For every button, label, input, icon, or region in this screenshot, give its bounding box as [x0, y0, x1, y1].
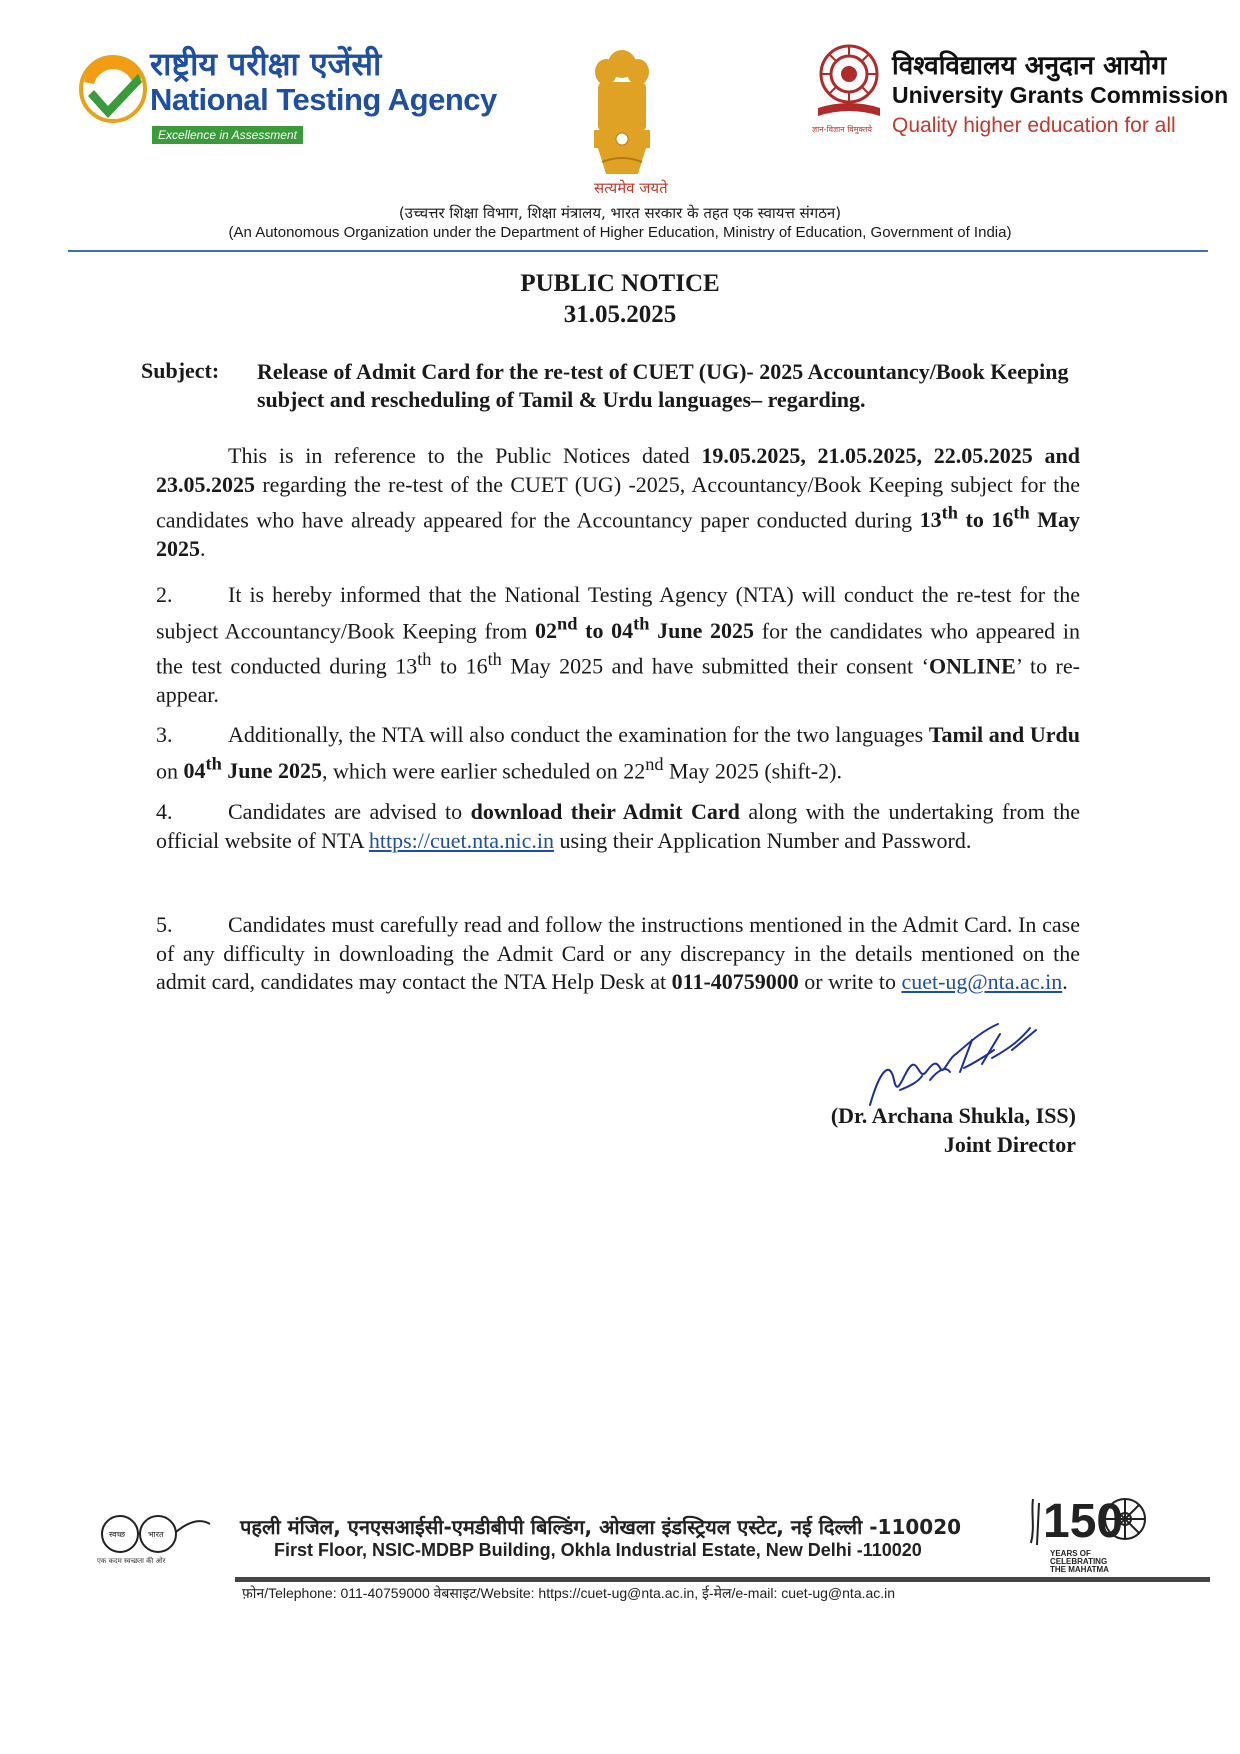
p4-text-a: Candidates are advised to: [228, 799, 471, 824]
p2-c-sup2: th: [487, 649, 502, 670]
signatory-block: [760, 1101, 1076, 1159]
p3-d1: 04: [183, 757, 206, 783]
p2-text-c3: May 2025 and have submitted their consent ‘: [501, 653, 929, 679]
p1-text-a: This is in reference to the Public Notices dated: [228, 443, 702, 468]
p3-text-e2: May 2025 (shift-2).: [663, 757, 842, 783]
gandhi-caption: [1050, 1550, 1109, 1574]
p3-text-e: , which were earlier scheduled on 22: [322, 757, 646, 783]
footer-address-english: First Floor, NSIC-MDBP Building, Okhla Industrial Estate, New Delhi -110020: [274, 1540, 922, 1560]
p1-end: .: [200, 535, 206, 561]
swachh-bharat-logo-icon: [96, 1510, 216, 1558]
p2-text-a: It is hereby informed that the National Testing Agency (NTA) will conduct the re-test for the subject Accountancy/Book Keeping from: [156, 582, 1080, 643]
p2-b1-sup: nd: [557, 613, 578, 634]
p3-d2: June 2025: [221, 757, 323, 783]
ugc-name-english: University Grants Commission: [892, 82, 1229, 108]
footer-contact: फ़ोन/Telephone: 011-40759000 वेबसाइट/Website: https://cuet-ug@nta.ac.in, ई-मेल/e-mail: cuet-ug@nta.ac.in: [242, 1585, 896, 1601]
p4-number: 4.: [156, 799, 173, 824]
ugc-motto-small: ज्ञान-विज्ञान विमुक्तये: [812, 125, 873, 134]
p4-text-d: using their Application Number and Password.: [554, 827, 972, 853]
p1-d1: 13: [919, 507, 942, 533]
p2-c-sup1: th: [417, 649, 432, 670]
p2-b1: 02: [535, 617, 558, 643]
p3-e-sup: nd: [645, 753, 664, 774]
footer-address-hindi: पहली मंजिल, एनएसआईसी-एमडीबीपी बिल्डिंग, ओखला इंडस्ट्रियल एस्टेट, नई दिल्ली -110020: [240, 1515, 962, 1539]
nta-name-hindi: राष्ट्रीय परीक्षा एजेंसी: [150, 45, 382, 83]
p5-text-c: or write to: [798, 969, 902, 994]
p3-text-a: Additionally, the NTA will also conduct the examination for the two languages: [228, 722, 929, 747]
p3-languages: Tamil and Urdu: [928, 722, 1080, 747]
helpdesk-email-link[interactable]: cuet-ug@nta.ac.in: [901, 969, 1063, 994]
notice-title: PUBLIC NOTICE: [520, 270, 720, 297]
nta-name-english: National Testing Agency: [150, 82, 497, 117]
p2-retest-dates: [535, 613, 755, 643]
paragraph-5: [156, 911, 1080, 997]
gandhi-caption-2: CELEBRATING: [1050, 1557, 1108, 1566]
p5-text-a: Candidates must carefully read and follow the instructions mentioned in the Admit Card. In case of any difficulty in downloading the Admit Card or any discrepancy in the details mentioned on the admit card, candidates may contact the NTA Help Desk at: [156, 912, 1080, 994]
p2-b2-sup: th: [633, 613, 650, 634]
p2-end: ’ to re-appear.: [156, 653, 1080, 708]
emblem-motto: सत्यमेव जयते: [594, 179, 668, 197]
p2-b3: June 2025: [649, 617, 755, 643]
subject-label: Subject:: [141, 358, 220, 383]
footer-divider: [235, 1577, 1210, 1582]
p1-text-c: regarding the re-test of the CUET (UG) -2025, Accountancy/Book Keeping subject for the candidates who have already appeared for the Accountancy paper conducted during: [156, 471, 1080, 533]
paragraph-3: [156, 721, 1080, 785]
nta-tagline: Excellence in Assessment: [152, 126, 303, 144]
signatory-designation: Joint Director: [943, 1132, 1076, 1157]
notice-date: 31.05.2025: [563, 301, 677, 328]
signatory-name: (Dr. Archana Shukla, ISS): [830, 1103, 1076, 1128]
gandhi-caption-3: THE MAHATMA: [1050, 1565, 1109, 1574]
gandhi-150-number: 150: [1043, 1495, 1124, 1548]
ugc-tagline: Quality higher education for all: [892, 114, 1176, 137]
p2-online: ONLINE: [928, 653, 1016, 679]
p4-download-admit-card: download their Admit Card: [470, 799, 740, 824]
p4-text-c: along with the undertaking from the official website of NTA: [156, 799, 1080, 853]
p2-b2: to 04: [577, 617, 634, 643]
swachh-left-text: स्वच्छ: [109, 1530, 126, 1539]
helpdesk-phone: 011-40759000: [671, 969, 799, 994]
p1-d3: May 2025: [156, 507, 1081, 561]
paragraph-1: [156, 442, 1080, 563]
p2-text-c2: to 16: [431, 653, 488, 679]
p1-dates: 19.05.2025, 21.05.2025, 22.05.2025 and 23.05.2025: [156, 443, 1080, 497]
paragraph-4: [156, 798, 1080, 855]
p3-number: 3.: [156, 722, 173, 747]
ugc-logo-icon: [812, 42, 886, 124]
notice-heading: [0, 268, 1240, 330]
nta-logo-icon: [76, 52, 150, 126]
org-line-hindi: (उच्चत्तर शिक्षा विभाग, शिक्षा मंत्रालय, भारत सरकार के तहत एक स्वायत्त संगठन): [398, 204, 842, 222]
paragraph-2: [156, 581, 1080, 710]
gandhi-150-logo-icon: [1025, 1493, 1153, 1549]
swachh-right-text: भारत: [148, 1530, 164, 1539]
gandhi-caption-1: YEARS OF: [1050, 1549, 1091, 1558]
p5-end: .: [1062, 969, 1068, 994]
nta-website-link[interactable]: https://cuet.nta.nic.in: [368, 827, 555, 853]
p2-number: 2.: [156, 582, 173, 607]
p1-d2: to 16: [957, 507, 1014, 533]
header-divider: [68, 250, 1208, 252]
p3-d1-sup: th: [205, 753, 222, 774]
national-emblem-icon: [588, 42, 656, 178]
p1-d2-sup: th: [1013, 503, 1030, 523]
org-line-english: (An Autonomous Organization under the Department of Higher Education, Ministry of Education, Government of India): [228, 224, 1012, 241]
p3-date: [183, 753, 323, 783]
ugc-name-hindi: विश्वविद्यालय अनुदान आयोग: [892, 51, 1167, 81]
p1-d1-sup: th: [941, 503, 958, 523]
p5-number: 5.: [156, 912, 173, 937]
p3-text-c: on: [156, 757, 184, 783]
swachh-caption: एक कदम स्वच्छता की ओर: [97, 1557, 166, 1565]
p2-text-c: for the candidates who appeared in the test conducted during 13: [156, 617, 1080, 679]
subject-text: Release of Admit Card for the re-test of CUET (UG)- 2025 Accountancy/Book Keeping subject and rescheduling of Tamil & Urdu languages– regarding.: [257, 359, 1069, 412]
